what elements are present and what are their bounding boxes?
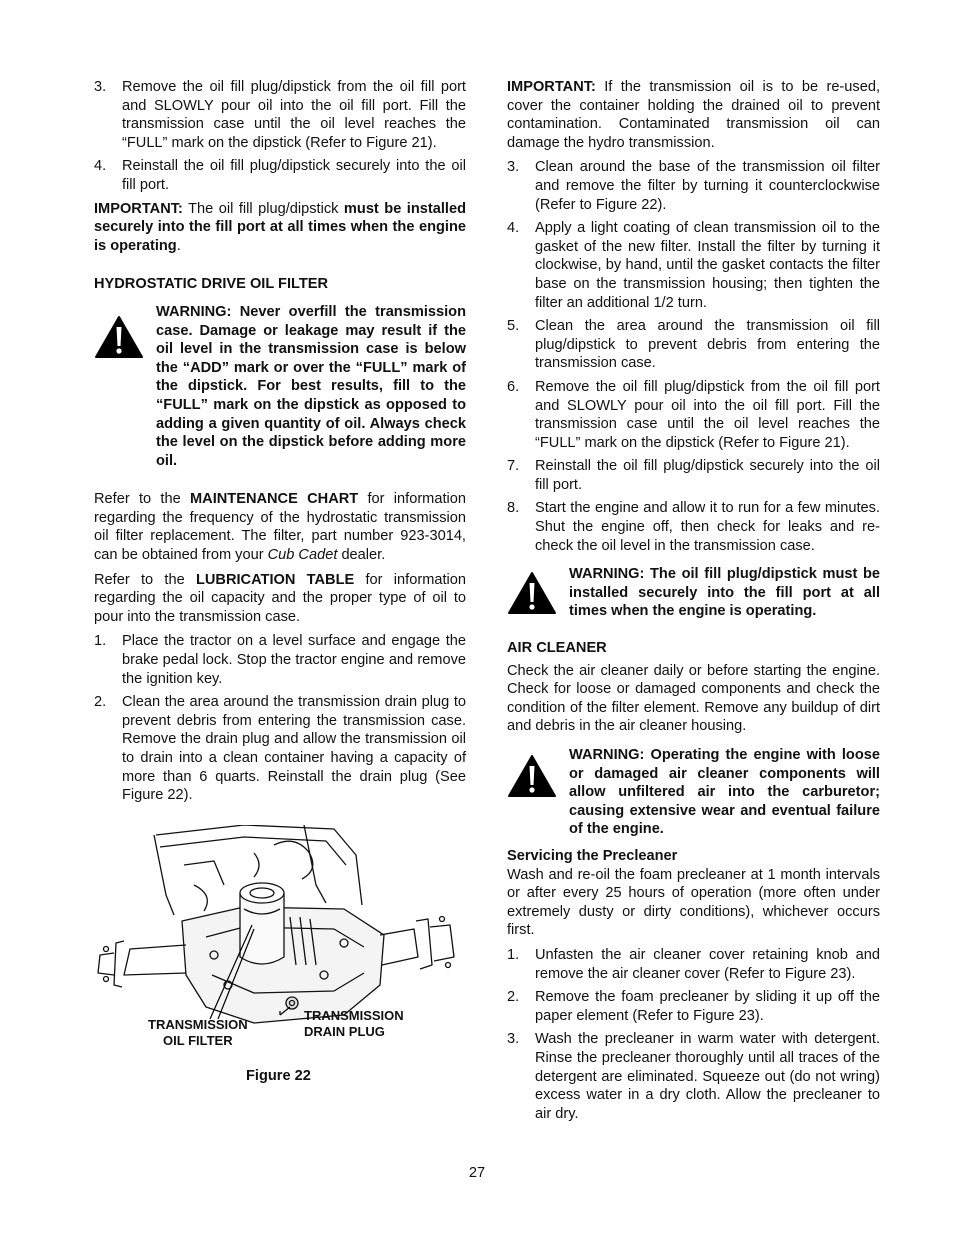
important-end: .	[176, 237, 181, 254]
list-item	[507, 988, 880, 1025]
important-note	[94, 200, 466, 256]
list-text: Unfasten the air cleaner cover retaining knob and remove the air cleaner cover (Refer to Figure 23).	[535, 946, 880, 982]
important-text: The oil fill plug/dipstick	[182, 200, 344, 217]
list-text: Reinstall the oil fill plug/dipstick securely into the oil fill port.	[535, 458, 880, 493]
warning-block	[94, 303, 466, 470]
list-number: 1.	[94, 633, 107, 650]
list-text: Wash the precleaner in warm water with detergent. Rinse the precleaner thoroughly until all traces of the detergent are eliminated. Squeeze out (do not wring) excess water in a dry cloth. Allow the precleaner to air dry.	[535, 1031, 880, 1122]
list-text: Remove the oil fill plug/dipstick from the oil fill port and SLOWLY pour oil into the oil fill port. Fill the transmission case until the oil level reaches the “FULL” mark on the dipstick (Refer to Figure 21).	[122, 79, 466, 151]
list-text: Start the engine and allow it to run for a few minutes. Shut the engine off, then check for leaks and re-check the oil level in the transmission case.	[535, 500, 880, 554]
list-number: 8.	[507, 500, 520, 517]
warning-block	[507, 565, 880, 621]
list-text: Reinstall the oil fill plug/dipstick securely into the oil fill port.	[122, 158, 466, 193]
list-number: 3.	[507, 159, 520, 176]
figure-22	[94, 825, 466, 1090]
list-item	[94, 157, 466, 194]
list-item	[507, 219, 880, 312]
right-column	[507, 78, 880, 1128]
list-number: 1.	[507, 946, 520, 963]
list-item	[507, 457, 880, 494]
list-text: Clean around the base of the transmission oil filter and remove the filter by turning it counterclockwise (Refer to Figure 22).	[535, 159, 880, 213]
warning-text: WARNING: Operating the engine with loose or damaged air cleaner components will allow unfiltered air into the carburetor; causing extensive wear and eventual failure of the engine.	[569, 747, 880, 838]
warning-triangle-icon	[507, 746, 569, 804]
list-number: 2.	[94, 694, 107, 711]
list-item	[507, 1030, 880, 1123]
list-number: 4.	[94, 158, 107, 175]
maintenance-chart-ref: MAINTENANCE CHART	[190, 491, 359, 508]
lubrication-table-ref: LUBRICATION TABLE	[195, 571, 355, 588]
list-item	[507, 317, 880, 373]
list-text: Clean the area around the transmission drain plug to prevent debris from entering the transmission case. Remove the drain plug and allow the transmission oil to drain into a clean container having a capacity of more than 6 quarts. Reinstall the drain plug (See Figure 22).	[122, 694, 466, 804]
figure-caption: Figure 22	[246, 1067, 311, 1084]
list-text: Place the tractor on a level surface and engage the brake pedal lock. Stop the tractor engine and remove the ignition key.	[122, 633, 466, 687]
section-heading-air-cleaner: AIR CLEANER	[507, 640, 607, 657]
para-text: Refer to the	[94, 491, 190, 508]
important-label: IMPORTANT:	[94, 200, 183, 217]
warning-triangle-icon	[507, 565, 569, 621]
para-text: for information regarding the frequency of the hydrostatic transmission oil filter replacement. The filter, part number 923-3014, can be obtained from your	[94, 491, 466, 564]
callout-oil-filter: TRANSMISSION OIL FILTER	[148, 1016, 248, 1048]
subheading-precleaner: Servicing the Precleaner	[507, 847, 678, 864]
warning-triangle-icon	[94, 303, 156, 365]
paragraph-precleaner: Wash and re-oil the foam precleaner at 1 month intervals or after every 25 hours of operation (more often under extremely dusty or dirty conditions), whichever occurs first.	[507, 866, 880, 939]
list-number: 3.	[94, 79, 107, 95]
warning-text: WARNING: The oil fill plug/dipstick must be installed securely into the fill port at all times when the engine is operating.	[569, 566, 880, 620]
warning-block	[507, 746, 880, 839]
list-item	[507, 946, 880, 983]
list-number: 3.	[507, 1031, 520, 1048]
paragraph-maintenance	[94, 490, 466, 564]
list-text: Clean the area around the transmission oil fill plug/dipstick to prevent debris from entering the transmission case.	[535, 318, 880, 372]
list-item	[507, 499, 880, 555]
page-number: 27	[468, 1165, 486, 1181]
warning-text: WARNING: Never overfill the transmission case. Damage or leakage may result if the oil level in the transmission case is below the “ADD” mark or over the “FULL” mark of the dipstick. For best results, fill to the “FULL” mark on the dipstick as opposed to adding a given quantity of oil. Always check the level on the dipstick before adding more oil.	[156, 303, 466, 469]
list-number: 5.	[507, 318, 520, 335]
list-number: 4.	[507, 220, 520, 237]
important-bold: must be installed securely into the fill port at all times when the engine is operating	[94, 200, 466, 254]
list-item	[94, 693, 466, 805]
para-text: Refer to the	[94, 571, 196, 588]
section-heading-filter: HYDROSTATIC DRIVE OIL FILTER	[94, 276, 329, 293]
paragraph-lubrication	[94, 571, 466, 627]
list-text: Apply a light coating of clean transmission oil to the gasket of the new filter. Install the filter by turning it clockwise, by hand, until the gasket contacts the filter base on the transmission housing; then tighten the filter an additional 1/2 turn.	[535, 220, 880, 311]
list-item	[507, 378, 880, 452]
important-label: IMPORTANT:	[507, 79, 596, 95]
list-text: Remove the foam precleaner by sliding it up off the paper element (Refer to Figure 23).	[535, 989, 880, 1024]
brand-name: Cub Cadet	[267, 547, 338, 564]
important-note	[507, 78, 880, 152]
list-item	[94, 632, 466, 688]
para-text: for information regarding the oil capacity and the proper type of oil to pour into the transmission case.	[94, 571, 466, 625]
para-text: dealer.	[337, 547, 386, 564]
paragraph-air-cleaner: Check the air cleaner daily or before starting the engine. Check for loose or damaged components and check the condition of the filter element. Remove any buildup of dirt and debris in the air cleaner housing.	[507, 662, 880, 735]
list-text: Remove the oil fill plug/dipstick from the oil fill port and SLOWLY pour oil into the oil fill port. Fill the transmission case until the oil level reaches the “FULL” mark on the dipstick (Refer to Figure 21).	[535, 378, 880, 451]
list-item	[94, 78, 466, 152]
list-number: 2.	[507, 989, 520, 1006]
left-column	[94, 78, 466, 1090]
important-text: If the transmission oil is to be re-used, cover the container holding the drained oil to prevent contamination. Contaminated transmission oil can damage the hydro transmission.	[507, 79, 880, 151]
callout-drain-plug: TRANSMISSION DRAIN PLUG	[304, 1007, 404, 1039]
list-number: 6.	[507, 378, 520, 395]
list-item	[507, 158, 880, 214]
list-number: 7.	[507, 458, 520, 475]
